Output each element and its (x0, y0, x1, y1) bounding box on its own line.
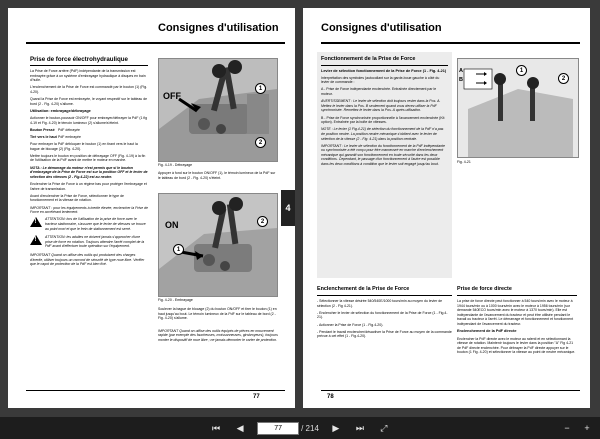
page-indicator (257, 422, 319, 435)
zoom-in-icon[interactable]: + (584, 423, 590, 433)
section-title: Prise de force électrohydraulique (30, 56, 129, 63)
callout: 1 (255, 83, 266, 94)
left-page-number: 77 (253, 394, 260, 400)
right-page-number: 78 (327, 394, 334, 400)
box-text (321, 56, 448, 169)
paragraph: Appuyer à fond sur le bouton ON/OFF (1), le témoin lumineux de la PdF sur le tableau de bord (2 - Fig. 4-20) s'éteint. (158, 171, 276, 180)
box-rule (321, 65, 448, 66)
engage-section (317, 286, 452, 342)
note-paragraph: NOTA : Le démarrage du moteur n'est permis que si le bouton d'embrayage de la Prise de Force est sur la position OFF et le levier de sélection des vitesses (2 - Fig.4-22) est au neutre. (30, 165, 148, 179)
paragraph: Pour embrayer la PdF débloquer le bouton (1) en tirant vers le haut la bague de blocage (2) (Fig. 4-20). (30, 142, 138, 151)
warning-triangle-icon (30, 235, 42, 245)
section-rule (30, 65, 148, 66)
list-item: - Enclencher le levier de sélection du fonctionnement de la Prise de Force (1 - Fig.4-21). (317, 310, 448, 320)
mid-text-2 (158, 307, 278, 345)
warning-block (30, 217, 148, 231)
fit-icon[interactable]: ⤢ (380, 422, 388, 433)
paragraph: La Prise de Force arrière (PdF) indépendante de la transmission est embrayée grâce à un système d'embrayage hydraulique à disques en bain d'huile. (30, 69, 146, 83)
left-text-column (30, 56, 148, 269)
home-icon[interactable]: ⏮ (212, 422, 221, 433)
label-b: B (459, 77, 463, 83)
important-paragraph: IMPORTANT Quand on utilise des outils qui produisent des charges d'inertie, utiliser toujours un raccord de sécurité de type roue libre. Vérifier que le capot de protection de la PdF est bien fixé. (30, 252, 145, 267)
direct-subtitle: Enclenchement de la PdF directe (457, 329, 517, 334)
kv-row: Bouton Pressé PdF débrayée (30, 128, 80, 133)
callout: 2 (255, 137, 266, 148)
left-header-rule (26, 42, 285, 44)
paragraph: Mettre toujours le bouton en position de débrayage OFF (Fig. 4-19) à la fin de l'utilisation de la PdF avant de mettre le moteur en marche. (30, 153, 146, 163)
right-header-rule (321, 42, 580, 44)
important-paragraph: IMPORTANT : pour les équipements à inertie élevée, enclencher la Prise de Force en accélérant lentement. (30, 205, 148, 215)
on-label: ON (165, 220, 179, 230)
warning-triangle-icon (30, 217, 42, 227)
warning-text: ATTENTION: lors de l'utilisation de la prise de force avec le tracteur stationnaire, s'assurer que le levier de vitesses se trouve au point mort et que le frein de stationnement est serré. (45, 217, 146, 231)
figure-4-20 (158, 193, 278, 297)
left-footer-rule (26, 390, 285, 391)
callout: 2 (558, 73, 569, 84)
callout: 1 (173, 244, 184, 255)
left-page (8, 8, 295, 408)
engage-rule (317, 295, 452, 296)
paragraph: Interprétation des symboles (autocollant sur la garde-boue gauche à côté du levier de commande : (321, 75, 440, 85)
list-item: - Sélectionner la vitesse désirée 540/540E/1000 tours/min au moyen du levier de sélection (2 - Fig 4-21). (317, 299, 443, 308)
direct-rule (457, 295, 577, 296)
left-header (8, 8, 295, 48)
label-a: A (459, 68, 463, 74)
subsection-title: Utilisation: embrayage/débrayage (30, 108, 91, 113)
right-page (303, 8, 590, 408)
prev-icon[interactable]: ◀ (236, 422, 244, 433)
important-paragraph: IMPORTANT Quand on utilise des outils équipés de pièces en mouvement rapide (par exemple des faucheuses, moissonneuses, girobroyeurs), toujours monter le dispositif de roue libre ; ne jamais démonter le carter de protection. (158, 328, 278, 342)
warning-block (30, 235, 148, 249)
warning-paragraph: AVERTISSEMENT : Le levier de sélection doit toujours rester dans la Pos. A. Mettez le levier dans la Pos. B seulement quand vous devez utiliser la PdF synchronisée. Remettez le levier dans la Pos. A après utilisation. (321, 99, 441, 113)
chapter-tab: 4 (281, 190, 295, 226)
engage-title: Enclenchement de la Prise de Force (317, 286, 410, 292)
zoom-out-icon[interactable]: − (564, 423, 570, 433)
direct-section (457, 286, 577, 358)
right-header (303, 8, 590, 48)
paragraph: Enclencher la PdF directe avec le moteur au ralenti et en sélectionnant la vitesse de rotation. Maintenir toujours le levier dans la position "A" Fig 4-21 de PdF directe enclenchée. Pour débrayer la PdF directe appuyer sur le bouton (1 Fig. 4-20) et sélectionner la vitesse au point de neutre mécanique. (457, 336, 576, 355)
right-footer-rule (321, 390, 580, 391)
direct-title: Prise de force directe (457, 286, 512, 292)
callout: 1 (516, 65, 527, 76)
list-item: - Actionner la Prise de Force (1 - Fig.4-20). (317, 322, 384, 327)
paragraph: Avant d'enclencher la Prise de Force, sélectionner le type de fonctionnement et la vitesse de rotation. (30, 193, 124, 203)
next-icon[interactable]: ▶ (332, 422, 340, 433)
zoom-controls (560, 421, 594, 435)
mid-text-1 (158, 171, 278, 183)
figure-4-19 (158, 58, 278, 162)
page-number-input[interactable] (257, 422, 299, 435)
paragraph: Actionner le bouton-poussoir ON/OFF pour embrayer/débrayer la PdF (1 fig 4-19 et Fig. 4-20) le témoin lumineux (2) s'allume/s'éteint. (30, 116, 148, 125)
callout: 2 (257, 216, 268, 227)
figure-caption: Fig. 4-21 (457, 160, 471, 164)
end-icon[interactable]: ⏭ (355, 422, 364, 433)
paragraph: B - Prise de Force synchronisée proportionnelle à l'avancement enclenchée (Kit option). Entraînée par la boîte de vitesses. (321, 115, 445, 125)
list-item: - Pendant le travail enclencher/désactiver la Prise de Force au moyen de la commande prévue à cet effet (1 - Fig.4-20). (317, 329, 452, 339)
box-title: Fonctionnement de la Prise de Force (321, 56, 416, 62)
paragraph: Quand la Prise de Force est embrayée, le voyant respectif sur le tableau de bord (2 - Fig. 4-20) s'allume. (30, 97, 148, 106)
kv-row: Tiré vers le haut PdF embrayée (30, 135, 81, 140)
note-paragraph: NOTE : Le levier (1 Fig.4-21) de sélection du fonctionnement de la PdF n'a pas de position neutre. La position neutre mécanique s'obtient avec le levier de sélection de la vitesse (2 - Fig. 4-21) dans la position centrale. (321, 127, 444, 141)
viewer-toolbar (0, 417, 600, 439)
warning-text: ATTENTION: les adultes ne doivent jamais s'approcher d'une prise de force en rotation. Toujours attendre l'arrêt complet de la PdF avant d'effectuer toute opération sur l'équipement. (45, 235, 145, 249)
paragraph: L'enclenchement de la Prise de Force est commandé par le bouton (1) (Fig. 4-20). (30, 85, 148, 94)
box-subtitle: Levier de sélection fonctionnement de la Prise de Force (1 - Fig. 4-21) (321, 69, 447, 73)
off-label: OFF (163, 91, 181, 101)
figure-caption: Fig. 4-19 - Débrayage (158, 163, 193, 167)
important-paragraph: IMPORTANT : Le levier de sélection du fonctionnement de la PdF indépendante ou synchronisée a été conçu pour être manœuvré en marche d'enclenchement mécanique qui garantit son fonctionnement en toute sécurité dans les deux conditions. Cependant, le passage d'un fonctionnement à l'autre est possible dans les deux conditions à condition que le levier soit engagé jusqu'au bout. (321, 143, 445, 167)
paragraph: Soulever la bague de blocage (2) du bouton ON/OFF et tirer le bouton (1) en haut jusqu'au bout. Le témoin lumineux de la PdF sur le tableau de bord (2 - Fig. 4-20) s'allume. (158, 307, 277, 321)
paragraph: A - Prise de Force indépendante enclenchée. Entraînée directement par le moteur. (321, 87, 437, 96)
paragraph: La prise de force directe peut fonctionner à 540 tours/min avec le moteur à 1944 tours/min ou à 1000 tours/min avec le moteur à 1956 tours/min (sur demande 540ECO tours/min avec le moteur à 1370 tours/min). Elle est indépendante de l'avancement du tracteur et peut être utilisée pendant le travail ou tracteur à l'arrêt. Le démarrage et fonctionnement et fonctionnent indépendant de l'avancement du tracteur. (457, 299, 574, 326)
right-header-title: Consignes d'utilisation (321, 22, 442, 34)
figure-caption: Fig. 4-20 - Embrayage (158, 298, 193, 302)
page-total: / 214 (301, 423, 319, 433)
left-header-title: Consignes d'utilisation (158, 22, 279, 34)
figure-4-21 (457, 58, 579, 158)
paragraph: Enclencher la Prise de Force à un régime bas pour protéger l'embrayage et l'arbre de transmission. (30, 182, 147, 191)
